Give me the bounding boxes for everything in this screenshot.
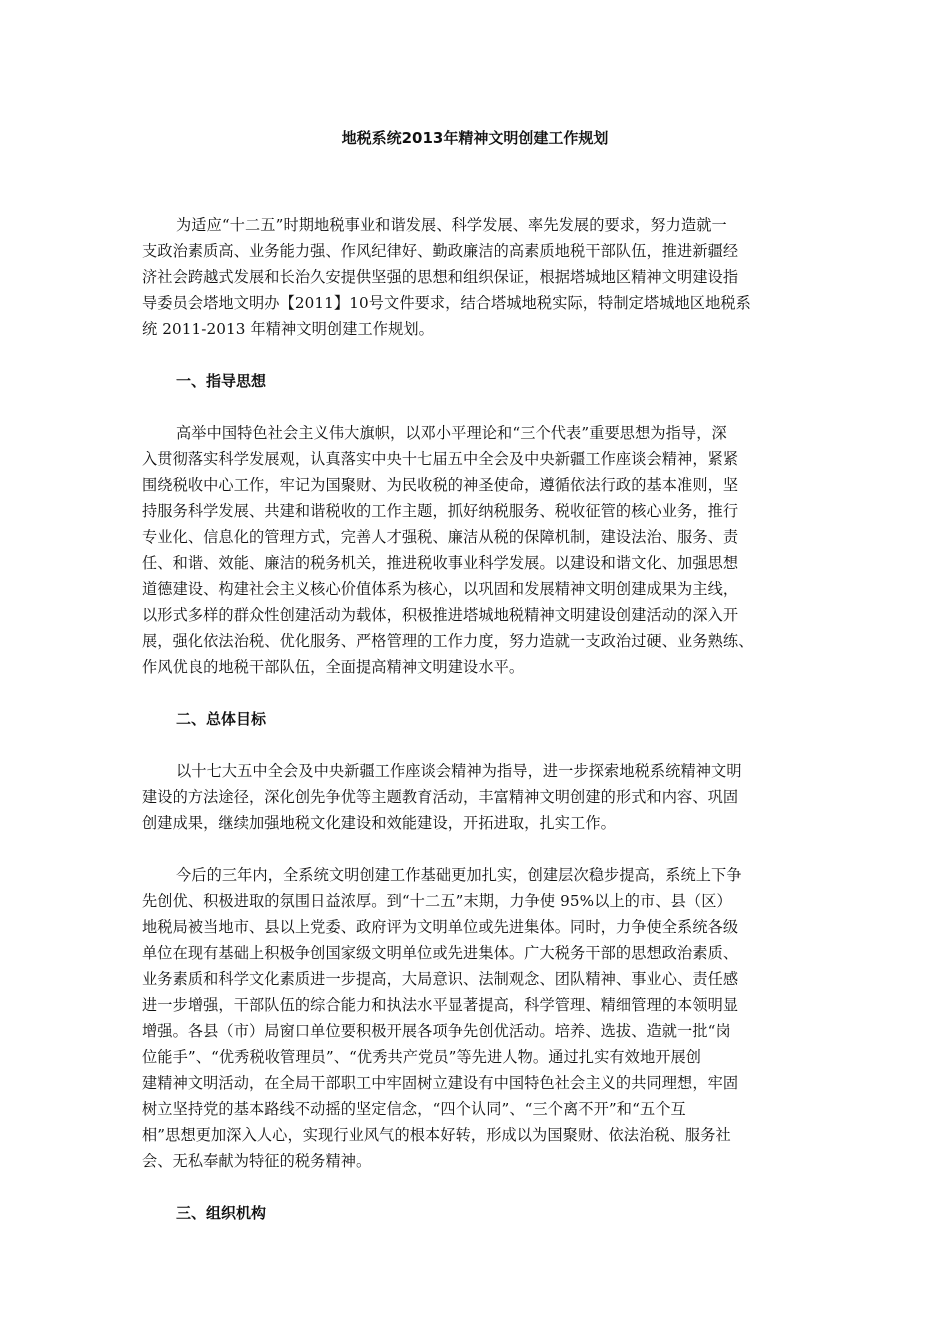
text-line: 先创优、积极进取的氛围日益浓厚。到“十二五”末期，力争使 95%以上的市、县（区） [142,892,732,910]
text-line: 单位在现有基础上积极争创国家级文明单位或先进集体。广大税务干部的思想政治素质、 [142,944,739,962]
text-line: 建精神文明活动，在全局干部职工中牢固树立建设有中国特色社会主义的共同理想，牢固 [142,1074,739,1092]
text-line: 创建成果，继续加强地税文化建设和效能建设，开拓进取，扎实工作。 [142,814,616,832]
text-line: 作风优良的地税干部队伍，全面提高精神文明建设水平。 [142,658,525,676]
text-line: 展，强化依法治税、优化服务、严格管理的工作力度，努力造就一支政治过硬、业务熟练、 [142,632,754,650]
text-line: 相”思想更加深入人心，实现行业风气的根本好转，形成以为国聚财、依法治税、服务社 [142,1126,731,1144]
intro-paragraph [142,212,810,342]
text-line: 持服务科学发展、共建和谐税收的工作主题，抓好纳税服务、税收征管的核心业务，推行 [142,502,739,520]
document-title: 地税系统2013年精神文明创建工作规划 [341,129,609,147]
text-line: 围绕税收中心工作，牢记为国聚财、为民收税的神圣使命，遵循依法行政的基本准则，坚 [142,476,739,494]
text-line: 支政治素质高、业务能力强、作风纪律好、勤政廉洁的高素质地税干部队伍，推进新疆经 [142,242,739,260]
text-line: 以十七大五中全会及中央新疆工作座谈会精神为指导，进一步探索地税系统精神文明 [176,762,742,780]
text-line: 建设的方法途径，深化创先争优等主题教育活动，丰富精神文明创建的形式和内容、巩固 [142,788,739,806]
text-line: 高举中国特色社会主义伟大旗帜，以邓小平理论和“三个代表”重要思想为指导，深 [176,424,727,442]
text-line: 以形式多样的群众性创建活动为载体，积极推进塔城地税精神文明建设创建活动的深入开 [142,606,739,624]
text-line: 任、和谐、效能、廉洁的税务机关，推进税收事业科学发展。以建设和谐文化、加强思想 [142,554,739,572]
text-line: 为适应“十二五”时期地税事业和谐发展、科学发展、率先发展的要求，努力造就一 [176,216,727,234]
section-heading-organization: 三、组织机构 [176,1204,267,1222]
document-body [142,212,810,1252]
text-line: 树立坚持党的基本路线不动摇的坚定信念，“四个认同”、“三个离不开”和“五个互 [142,1100,686,1118]
text-line: 道德建设、构建社会主义核心价值体系为核心，以巩固和发展精神文明创建成果为主线， [142,580,739,598]
text-line: 入贯彻落实科学发展观，认真落实中央十七届五中全会及中央新疆工作座谈会精神，紧紧 [142,450,739,468]
overall-goal-paragraph-1 [142,758,810,836]
text-line: 专业化、信息化的管理方式，完善人才强税、廉洁从税的保障机制，建设法治、服务、责 [142,528,739,546]
text-line: 位能手”、“优秀税收管理员”、“优秀共产党员”等先进人物。通过扎实有效地开展创 [142,1048,702,1066]
overall-goal-paragraph-2 [142,862,810,1174]
text-line: 导委员会塔地文明办【2011】10号文件要求，结合塔城地税实际，特制定塔城地区地税系 [142,294,751,312]
text-line: 增强。各县（市）局窗口单位要积极开展各项争先创优活动。培养、选拔、造就一批“岗 [142,1022,731,1040]
section-heading-overall-goal: 二、总体目标 [176,710,267,728]
text-line: 业务素质和科学文化素质进一步提高，大局意识、法制观念、团队精神、事业心、责任感 [142,970,739,988]
text-line: 统 2011-2013 年精神文明创建工作规划。 [142,320,434,338]
section-heading-guiding-thought: 一、指导思想 [176,372,267,390]
text-line: 今后的三年内，全系统文明创建工作基础更加扎实，创建层次稳步提高，系统上下争 [176,866,742,884]
guiding-thought-paragraph [142,420,810,680]
text-line: 会、无私奉献为特征的税务精神。 [142,1152,372,1170]
text-line: 进一步增强，干部队伍的综合能力和执法水平显著提高，科学管理、精细管理的本领明显 [142,996,739,1014]
text-line: 济社会跨越式发展和长治久安提供坚强的思想和组织保证，根据塔城地区精神文明建设指 [142,268,739,286]
text-line: 地税局被当地市、县以上党委、政府评为文明单位或先进集体。同时，力争使全系统各级 [142,918,739,936]
